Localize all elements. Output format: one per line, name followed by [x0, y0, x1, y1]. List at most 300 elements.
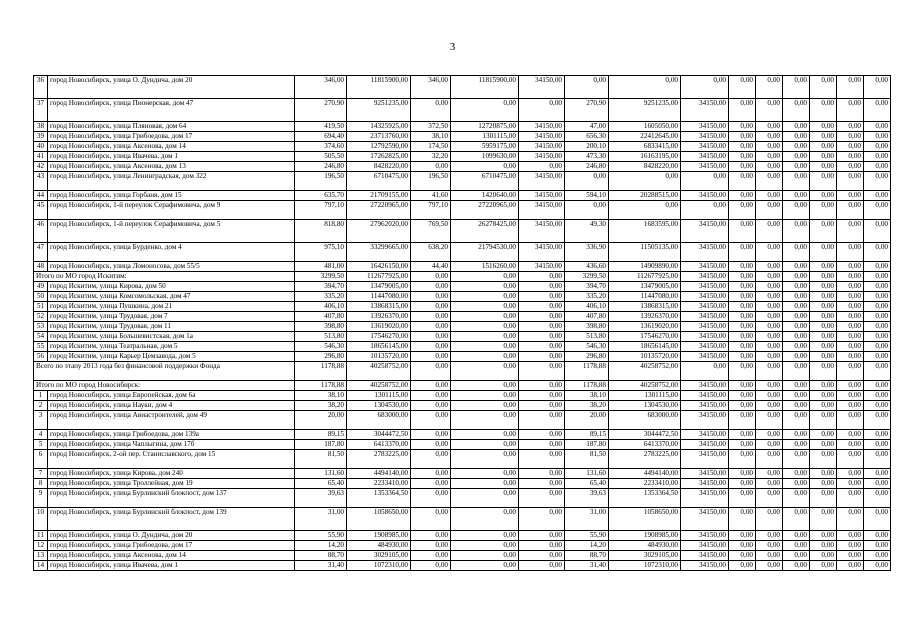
value-cell: 41,60: [411, 191, 451, 201]
value-cell: 0,00: [729, 292, 756, 302]
value-cell: 0,00: [783, 312, 810, 322]
value-cell: 1058650,00: [347, 508, 411, 531]
value-cell: 34150,00: [519, 201, 565, 220]
value-cell: 0,00: [864, 391, 891, 401]
value-cell: 2233410,00: [609, 479, 681, 489]
value-cell: 3044472,50: [347, 430, 411, 440]
table-row: [34, 531, 891, 541]
value-cell: 0,00: [519, 362, 565, 381]
value-cell: 0,00: [783, 152, 810, 162]
value-cell: 0,00: [837, 220, 864, 243]
value-cell: 0,00: [810, 469, 837, 479]
value-cell: 0,00: [837, 172, 864, 191]
value-cell: 0,00: [783, 508, 810, 531]
value-cell: 484930,00: [609, 541, 681, 551]
value-cell: 3044472,50: [609, 430, 681, 440]
value-cell: 0,00: [837, 142, 864, 152]
value-cell: 0,00: [837, 508, 864, 531]
value-cell: 34150,00: [519, 76, 565, 99]
value-cell: 49,30: [565, 220, 609, 243]
value-cell: 18656145,00: [347, 342, 411, 352]
value-cell: 0,00: [729, 162, 756, 172]
value-cell: 0,00: [756, 561, 783, 571]
value-cell: 0,00: [810, 243, 837, 262]
value-cell: 16426150,00: [347, 262, 411, 272]
table-row: [34, 551, 891, 561]
value-cell: 0,00: [864, 430, 891, 440]
address-cell: город Искитим, улица Трудовая, дом 11: [48, 322, 295, 332]
value-cell: 55,90: [565, 531, 609, 541]
value-cell: 11815900,00: [347, 76, 411, 99]
address-cell: город Новосибирск, улица Науки, дом 4: [48, 401, 295, 411]
value-cell: 0,00: [519, 342, 565, 352]
value-cell: 0,00: [411, 332, 451, 342]
value-cell: 34150,00: [681, 391, 729, 401]
value-cell: 0,00: [810, 508, 837, 531]
value-cell: 0,00: [864, 362, 891, 381]
value-cell: 34150,00: [681, 282, 729, 292]
value-cell: 406,10: [295, 302, 347, 312]
value-cell: 0,00: [783, 332, 810, 342]
table-row: [34, 508, 891, 531]
value-cell: 0,00: [783, 282, 810, 292]
table-row: [34, 541, 891, 551]
value-cell: 0,00: [411, 541, 451, 551]
value-cell: 0,00: [783, 401, 810, 411]
value-cell: 34150,00: [681, 292, 729, 302]
value-cell: 34150,00: [681, 122, 729, 132]
value-cell: 0,00: [411, 352, 451, 362]
value-cell: 0,00: [729, 152, 756, 162]
row-number-cell: 7: [34, 469, 48, 479]
value-cell: 0,00: [783, 362, 810, 381]
value-cell: 1420640,00: [451, 191, 519, 201]
row-number-cell: 42: [34, 162, 48, 172]
value-cell: 0,00: [783, 191, 810, 201]
value-cell: 0,00: [783, 411, 810, 430]
value-cell: 0,00: [609, 76, 681, 99]
value-cell: 1301115,00: [609, 391, 681, 401]
value-cell: 0,00: [519, 292, 565, 302]
row-number-cell: 52: [34, 312, 48, 322]
value-cell: 0,00: [519, 282, 565, 292]
page-number: 3: [449, 41, 456, 53]
value-cell: 0,00: [519, 381, 565, 391]
address-cell: город Новосибирск, улица Грибоедова, дом 17: [48, 132, 295, 142]
value-cell: 683000,00: [609, 411, 681, 430]
value-cell: 31,40: [565, 561, 609, 571]
value-cell: 0,00: [451, 440, 519, 450]
value-cell: 0,00: [837, 191, 864, 201]
value-cell: 0,00: [756, 531, 783, 541]
value-cell: 0,00: [756, 489, 783, 508]
value-cell: 0,00: [451, 489, 519, 508]
value-cell: 6413370,00: [609, 440, 681, 450]
value-cell: 34150,00: [681, 332, 729, 342]
value-cell: 0,00: [837, 243, 864, 262]
table-row: [34, 440, 891, 450]
value-cell: 0,00: [837, 282, 864, 292]
value-cell: 0,00: [756, 292, 783, 302]
value-cell: 0,00: [729, 122, 756, 132]
value-cell: 0,00: [756, 469, 783, 479]
value-cell: 0,00: [729, 541, 756, 551]
table-row: [34, 322, 891, 332]
value-cell: 0,00: [810, 381, 837, 391]
value-cell: 0,00: [411, 391, 451, 401]
value-cell: 0,00: [837, 99, 864, 122]
value-cell: 34150,00: [681, 469, 729, 479]
value-cell: 0,00: [729, 401, 756, 411]
value-cell: 3029105,00: [347, 551, 411, 561]
table-row: [34, 162, 891, 172]
value-cell: 14325925,00: [347, 122, 411, 132]
value-cell: 34150,00: [681, 272, 729, 282]
table-row: [34, 220, 891, 243]
value-cell: 112677925,00: [609, 272, 681, 282]
table-row: [34, 152, 891, 162]
value-cell: 31,40: [295, 561, 347, 571]
value-cell: 0,00: [519, 411, 565, 430]
value-cell: 0,00: [451, 450, 519, 469]
value-cell: 34150,00: [519, 172, 565, 191]
value-cell: 34150,00: [519, 132, 565, 142]
value-cell: 0,00: [864, 401, 891, 411]
row-number-cell: 8: [34, 479, 48, 489]
value-cell: 0,00: [729, 282, 756, 292]
value-cell: 1178,88: [295, 381, 347, 391]
value-cell: 13926370,00: [347, 312, 411, 322]
value-cell: 0,00: [810, 302, 837, 312]
value-cell: 187,80: [295, 440, 347, 450]
value-cell: 513,80: [565, 332, 609, 342]
value-cell: 2233410,00: [347, 479, 411, 489]
value-cell: 0,00: [837, 450, 864, 469]
value-cell: 0,00: [783, 122, 810, 132]
value-cell: 635,70: [295, 191, 347, 201]
value-cell: 0,00: [451, 162, 519, 172]
value-cell: 0,00: [609, 201, 681, 220]
value-cell: 0,00: [451, 302, 519, 312]
address-cell: город Новосибирск, улица Европейская, дом 6а: [48, 391, 295, 401]
value-cell: 0,00: [411, 469, 451, 479]
value-cell: 13479005,00: [609, 282, 681, 292]
table-row: [34, 411, 891, 430]
value-cell: 0,00: [783, 262, 810, 272]
address-cell: город Новосибирск, улица Ломоносова, дом 55/5: [48, 262, 295, 272]
value-cell: 34150,00: [681, 220, 729, 243]
value-cell: 6833415,00: [609, 142, 681, 152]
value-cell: 34150,00: [681, 489, 729, 508]
value-cell: 0,00: [783, 450, 810, 469]
value-cell: 0,00: [837, 469, 864, 479]
value-cell: 0,00: [783, 391, 810, 401]
row-number-cell: 3: [34, 411, 48, 430]
value-cell: 0,00: [864, 551, 891, 561]
value-cell: 13619020,00: [609, 322, 681, 332]
value-cell: 0,00: [837, 262, 864, 272]
row-number-cell: 6: [34, 450, 48, 469]
row-summary-label: Итого по МО город Новосибирск:: [34, 381, 295, 391]
value-cell: 0,00: [729, 312, 756, 322]
value-cell: 3029105,00: [609, 551, 681, 561]
value-cell: 0,00: [864, 440, 891, 450]
row-number-cell: 11: [34, 531, 48, 541]
value-cell: 32,20: [411, 152, 451, 162]
value-cell: 34150,00: [681, 401, 729, 411]
value-cell: 0,00: [756, 551, 783, 561]
value-cell: 17262825,00: [347, 152, 411, 162]
address-cell: город Новосибирск, улица Троллейная, дом 19: [48, 479, 295, 489]
table-row: [34, 302, 891, 312]
value-cell: 0,00: [756, 191, 783, 201]
value-cell: 0,00: [864, 450, 891, 469]
value-cell: 0,00: [756, 282, 783, 292]
value-cell: 0,00: [837, 132, 864, 142]
value-cell: 0,00: [783, 541, 810, 551]
value-cell: 34150,00: [681, 352, 729, 362]
value-cell: 34150,00: [681, 430, 729, 440]
value-cell: 0,00: [451, 342, 519, 352]
value-cell: 38,20: [565, 401, 609, 411]
value-cell: 88,70: [565, 551, 609, 561]
value-cell: 38,10: [295, 391, 347, 401]
value-cell: 34150,00: [519, 142, 565, 152]
value-cell: 0,00: [519, 272, 565, 282]
value-cell: 0,00: [810, 172, 837, 191]
value-cell: 394,70: [565, 282, 609, 292]
value-cell: 0,00: [729, 362, 756, 381]
value-cell: 0,00: [783, 430, 810, 440]
value-cell: 1304530,00: [609, 401, 681, 411]
row-number-cell: 49: [34, 282, 48, 292]
value-cell: 13868315,00: [347, 302, 411, 312]
value-cell: 0,00: [681, 76, 729, 99]
value-cell: 0,00: [864, 191, 891, 201]
address-cell: город Новосибирск, улица Чаплыгина, дом 17б: [48, 440, 295, 450]
value-cell: 21709155,00: [347, 191, 411, 201]
value-cell: 34150,00: [681, 312, 729, 322]
value-cell: 0,00: [729, 450, 756, 469]
value-cell: 0,00: [783, 272, 810, 282]
value-cell: 0,00: [756, 99, 783, 122]
value-cell: 0,00: [810, 292, 837, 302]
value-cell: 769,50: [411, 220, 451, 243]
value-cell: 34150,00: [519, 220, 565, 243]
address-cell: город Новосибирск, улица Аксенова, дом 13: [48, 162, 295, 172]
row-number-cell: 41: [34, 152, 48, 162]
value-cell: 34150,00: [681, 262, 729, 272]
value-cell: 0,00: [729, 430, 756, 440]
table-body: [34, 76, 891, 571]
value-cell: 0,00: [411, 531, 451, 541]
row-number-cell: 56: [34, 352, 48, 362]
value-cell: 0,00: [810, 262, 837, 272]
value-cell: 0,00: [864, 332, 891, 342]
value-cell: 374,60: [295, 142, 347, 152]
value-cell: 18656145,00: [609, 342, 681, 352]
row-summary-label: Итого по МО город Искитим:: [34, 272, 295, 282]
value-cell: 0,00: [411, 440, 451, 450]
value-cell: 0,00: [451, 381, 519, 391]
row-number-cell: 9: [34, 489, 48, 508]
value-cell: 1908985,00: [347, 531, 411, 541]
value-cell: 0,00: [864, 541, 891, 551]
address-cell: город Новосибирск, улица Пионерская, дом 47: [48, 99, 295, 122]
value-cell: 0,00: [451, 391, 519, 401]
value-cell: 246,80: [565, 162, 609, 172]
value-cell: 0,00: [783, 162, 810, 172]
value-cell: 0,00: [783, 243, 810, 262]
value-cell: 0,00: [411, 508, 451, 531]
value-cell: 407,80: [565, 312, 609, 322]
value-cell: 0,00: [519, 440, 565, 450]
value-cell: 0,00: [756, 220, 783, 243]
value-cell: 55,90: [295, 531, 347, 541]
value-cell: 14909890,00: [609, 262, 681, 272]
value-cell: 0,00: [729, 332, 756, 342]
value-cell: 0,00: [756, 262, 783, 272]
address-cell: город Новосибирск, улица Пляновая, дом 64: [48, 122, 295, 132]
value-cell: 47,00: [565, 122, 609, 132]
value-cell: 34150,00: [681, 99, 729, 122]
value-cell: 27962020,00: [347, 220, 411, 243]
value-cell: 484930,00: [347, 541, 411, 551]
value-cell: 34150,00: [681, 561, 729, 571]
row-number-cell: 51: [34, 302, 48, 312]
value-cell: 31,00: [565, 508, 609, 531]
value-cell: 0,00: [519, 99, 565, 122]
value-cell: 0,00: [783, 76, 810, 99]
value-cell: 0,00: [519, 561, 565, 571]
value-cell: 398,80: [295, 322, 347, 332]
value-cell: 0,00: [810, 322, 837, 332]
value-cell: 0,00: [565, 76, 609, 99]
value-cell: 0,00: [837, 272, 864, 282]
value-cell: 0,00: [729, 381, 756, 391]
value-cell: 335,20: [295, 292, 347, 302]
value-cell: 0,00: [729, 302, 756, 312]
value-cell: 0,00: [837, 152, 864, 162]
address-cell: город Новосибирск, улица Грибоедова, дом 139а: [48, 430, 295, 440]
value-cell: 0,00: [837, 322, 864, 332]
value-cell: 0,00: [729, 191, 756, 201]
value-cell: 13868315,00: [609, 302, 681, 312]
value-cell: 0,00: [810, 132, 837, 142]
value-cell: 0,00: [810, 430, 837, 440]
value-cell: 0,00: [609, 172, 681, 191]
value-cell: 34150,00: [519, 191, 565, 201]
address-cell: город Искитим, улица Кирова, дом 50: [48, 282, 295, 292]
value-cell: 0,00: [451, 430, 519, 440]
value-cell: 0,00: [565, 172, 609, 191]
value-cell: 1353364,50: [347, 489, 411, 508]
value-cell: 65,40: [295, 479, 347, 489]
value-cell: 34150,00: [681, 450, 729, 469]
value-cell: 0,00: [837, 76, 864, 99]
value-cell: 0,00: [810, 391, 837, 401]
value-cell: 112677925,00: [347, 272, 411, 282]
value-cell: 34150,00: [681, 479, 729, 489]
value-cell: 0,00: [810, 312, 837, 322]
value-cell: 0,00: [837, 531, 864, 541]
value-cell: 0,00: [837, 391, 864, 401]
value-cell: 0,00: [864, 469, 891, 479]
value-cell: 10135720,00: [347, 352, 411, 362]
value-cell: 26278425,00: [451, 220, 519, 243]
value-cell: 0,00: [411, 411, 451, 430]
value-cell: 0,00: [837, 479, 864, 489]
value-cell: 0,00: [756, 142, 783, 152]
value-cell: 975,10: [295, 243, 347, 262]
value-cell: 0,00: [519, 391, 565, 401]
value-cell: 0,00: [756, 508, 783, 531]
value-cell: 0,00: [756, 430, 783, 440]
value-cell: 4494140,00: [347, 469, 411, 479]
value-cell: 481,00: [295, 262, 347, 272]
value-cell: 0,00: [810, 152, 837, 162]
table-row: [34, 469, 891, 479]
value-cell: 0,00: [864, 292, 891, 302]
value-cell: 0,00: [756, 76, 783, 99]
value-cell: 0,00: [837, 489, 864, 508]
address-cell: город Новосибирск, улица Бурлинский блокпост, дом 137: [48, 489, 295, 508]
value-cell: 0,00: [729, 391, 756, 401]
row-number-cell: 45: [34, 201, 48, 220]
value-cell: 40258752,00: [347, 362, 411, 381]
value-cell: 0,00: [451, 508, 519, 531]
address-cell: город Искитим, улица Пушкина, дом 21: [48, 302, 295, 312]
value-cell: 398,80: [565, 322, 609, 332]
value-cell: 0,00: [729, 322, 756, 332]
value-cell: 0,00: [565, 201, 609, 220]
value-cell: 546,30: [295, 342, 347, 352]
value-cell: 0,00: [729, 342, 756, 352]
value-cell: 0,00: [783, 551, 810, 561]
value-cell: 39,63: [565, 489, 609, 508]
value-cell: 0,00: [451, 469, 519, 479]
value-cell: 0,00: [411, 430, 451, 440]
value-cell: 10135720,00: [609, 352, 681, 362]
row-number-cell: 43: [34, 172, 48, 191]
value-cell: 0,00: [756, 272, 783, 282]
table-row: [34, 401, 891, 411]
address-cell: город Новосибирск, улица Ивачева, дом 1: [48, 561, 295, 571]
table-row: [34, 132, 891, 142]
address-cell: город Новосибирск, улица Бурденко, дом 4: [48, 243, 295, 262]
value-cell: 0,00: [756, 322, 783, 332]
row-number-cell: 36: [34, 76, 48, 99]
value-cell: 8428220,00: [609, 162, 681, 172]
value-cell: 0,00: [810, 352, 837, 362]
row-summary-label: Всего по этапу 2013 года без финансовой поддержки Фонда: [34, 362, 295, 381]
value-cell: 20,00: [565, 411, 609, 430]
address-cell: город Искитим, улица Трудовая, дом 7: [48, 312, 295, 322]
value-cell: 0,00: [783, 302, 810, 312]
value-cell: 594,10: [565, 191, 609, 201]
table-row: [34, 391, 891, 401]
value-cell: 0,00: [864, 489, 891, 508]
value-cell: 3299,50: [295, 272, 347, 282]
value-cell: 0,00: [411, 302, 451, 312]
value-cell: 0,00: [756, 401, 783, 411]
table-row: [34, 342, 891, 352]
value-cell: 0,00: [837, 362, 864, 381]
value-cell: 436,60: [565, 262, 609, 272]
value-cell: 0,00: [411, 162, 451, 172]
value-cell: 131,60: [295, 469, 347, 479]
value-cell: 270,90: [295, 99, 347, 122]
